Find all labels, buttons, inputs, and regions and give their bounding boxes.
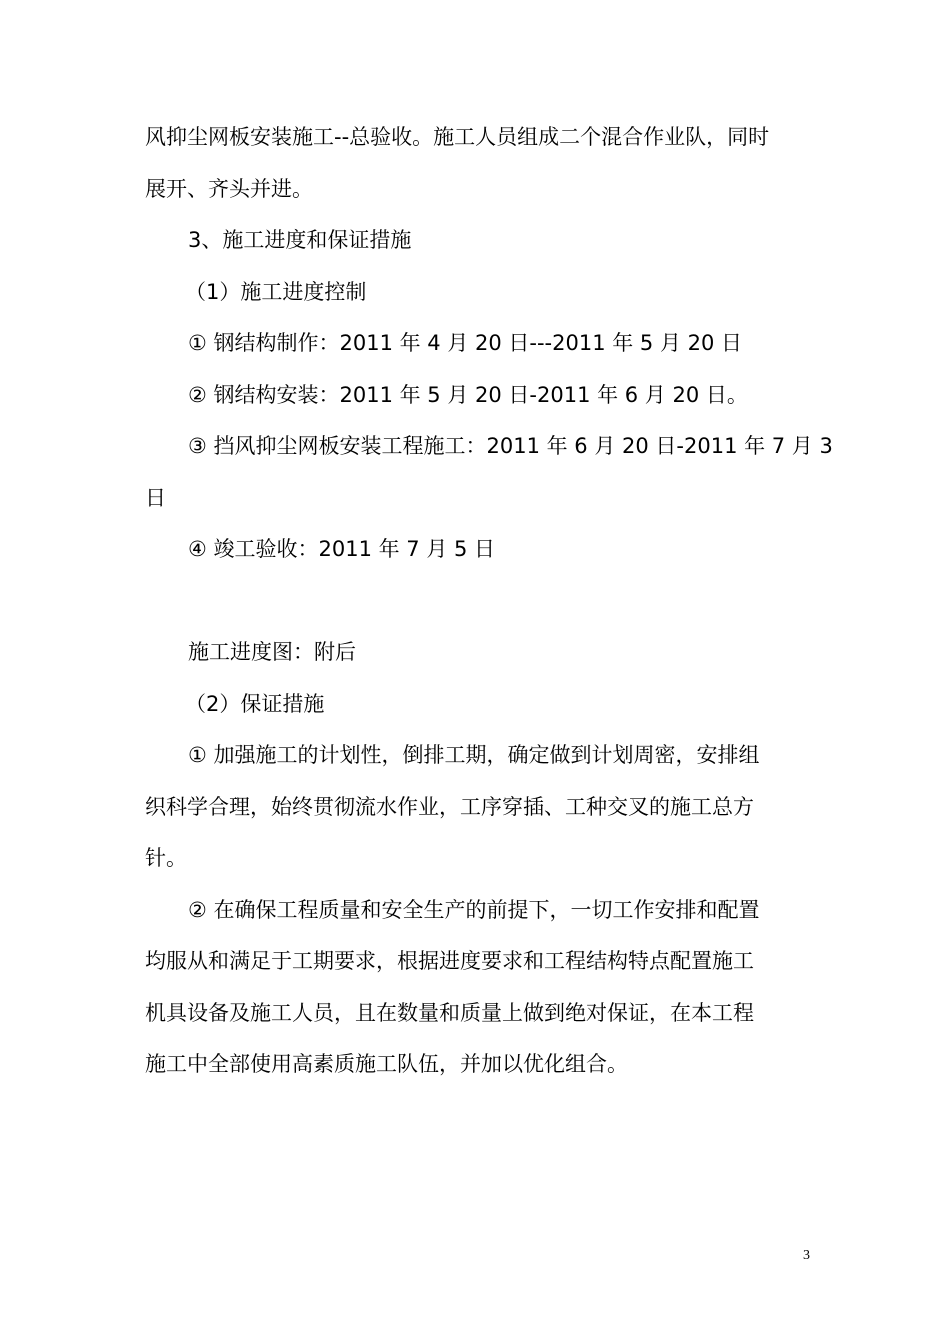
schedule-item-steel-installation: ② 钢结构安装：2011 年 5 月 20 日-2011 年 6 月 20 日。 — [188, 382, 748, 407]
measure-1-line-1: ① 加强施工的计划性，倒排工期，确定做到计划周密，安排组 — [188, 743, 760, 767]
measure-1-line-2: 织科学合理，始终贯彻流水作业，工序穿插、工种交叉的施工总方 — [145, 794, 754, 819]
page-number: 3 — [803, 1248, 810, 1263]
paragraph-line-1: 风抑尘网板安装施工--总验收。施工人员组成二个混合作业队，同时 — [145, 125, 770, 149]
blank-line — [145, 576, 810, 628]
measure-2-line-1: ② 在确保工程质量和安全生产的前提下，一切工作安排和配置 — [188, 897, 760, 922]
document-body — [145, 112, 833, 1091]
section-heading: 3、施工进度和保证措施 — [188, 228, 412, 252]
schedule-item-completion-acceptance: ④ 竣工验收：2011 年 7 月 5 日 — [188, 537, 496, 561]
subsection-heading-progress-control: （1）施工进度控制 — [185, 279, 367, 304]
measure-2-line-2: 均服从和满足于工期要求，根据进度要求和工程结构特点配置施工 — [145, 949, 754, 973]
paragraph-line-2: 展开、齐头并进。 — [145, 176, 313, 201]
measure-2-line-3: 机具设备及施工人员，且在数量和质量上做到绝对保证，在本工程 — [145, 1000, 754, 1025]
measure-2-line-4: 施工中全部使用高素质施工队伍，并加以优化组合。 — [145, 1052, 628, 1076]
schedule-item-steel-fabrication: ① 钢结构制作：2011 年 4 月 20 日---2011 年 5 月 20 日 — [188, 331, 743, 355]
subsection-heading-guarantee-measures: （2）保证措施 — [185, 691, 325, 716]
schedule-item-panel-installation: ③ 挡风抑尘网板安装工程施工：2011 年 6 月 20 日-2011 年 7 月 3 — [188, 434, 833, 458]
schedule-item-panel-installation-continuation: 日 — [145, 485, 166, 510]
schedule-chart-note: 施工进度图：附后 — [188, 640, 356, 664]
measure-1-line-3: 针。 — [145, 846, 187, 870]
